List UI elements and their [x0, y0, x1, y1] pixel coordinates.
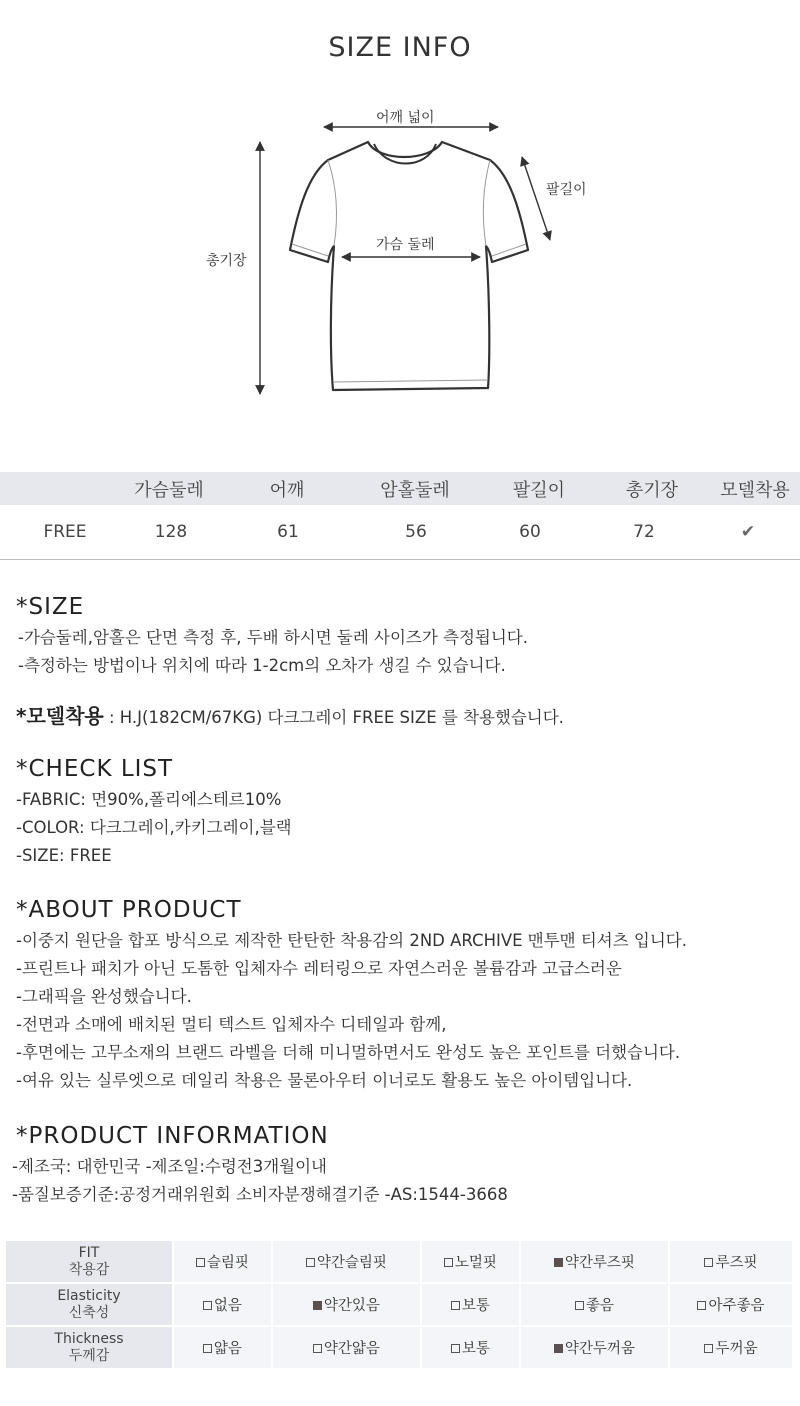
color-line [16, 814, 292, 842]
size-table-header [0, 472, 800, 505]
table-row [0, 505, 800, 560]
size-length-value: 72 [633, 522, 655, 542]
eval-option [421, 1326, 520, 1369]
eval-label-en: Thickness [54, 1330, 124, 1347]
eval-row [5, 1326, 793, 1369]
empty-box-icon [575, 1301, 584, 1310]
eval-label-en: FIT [78, 1244, 100, 1261]
eval-option-text: 약간있음 [323, 1298, 380, 1314]
eval-option [173, 1326, 272, 1369]
size-chest-value: 128 [154, 522, 188, 542]
eval-option [669, 1326, 793, 1369]
eval-row-label [5, 1283, 173, 1326]
about-line: -프린트나 패치가 아닌 도톰한 입체자수 레터링으로 자연스러운 볼륨감과 고급스러운 [16, 959, 622, 978]
checked-box-icon [554, 1258, 563, 1267]
size-value: FREE [69, 846, 112, 865]
empty-box-icon [451, 1301, 460, 1310]
eval-option [272, 1326, 421, 1369]
eval-option-text: 약간두꺼움 [564, 1341, 635, 1357]
eval-option-text: 약간슬림핏 [316, 1255, 387, 1271]
eval-label-ko: 착용감 [68, 1261, 110, 1278]
color-label: -COLOR: [16, 818, 90, 837]
product-info-heading: *PRODUCT INFORMATION [16, 1123, 329, 1149]
eval-option [173, 1283, 272, 1326]
about-line: -전면과 소매에 배치된 멀티 텍스트 입체자수 디테일과 함께, [16, 1015, 447, 1034]
empty-box-icon [451, 1344, 460, 1353]
size-armhole-value: 56 [405, 522, 427, 542]
color-value: 다크그레이,카키그레이,블랙 [89, 818, 292, 837]
eval-label-ko: 두께감 [68, 1347, 110, 1364]
size-table [0, 472, 800, 560]
empty-box-icon [704, 1344, 713, 1353]
checked-box-icon [313, 1301, 322, 1310]
eval-label-en: Elasticity [57, 1287, 121, 1304]
empty-box-icon [444, 1258, 453, 1267]
size-notes-section [16, 594, 528, 680]
eval-option-text: 보통 [461, 1341, 490, 1357]
tshirt-size-diagram [190, 100, 610, 410]
checked-box-icon [554, 1344, 563, 1353]
eval-option [421, 1240, 520, 1283]
tshirt-illustration [190, 100, 610, 410]
eval-option-text: 보통 [461, 1298, 490, 1314]
empty-box-icon [203, 1344, 212, 1353]
chest-label: 가슴 둘레 [376, 237, 435, 253]
product-evaluation-table [4, 1239, 794, 1370]
fabric-value: 면90%,폴리에스테르10% [91, 790, 282, 809]
empty-box-icon [313, 1344, 322, 1353]
model-check-icon: ✔ [740, 522, 756, 542]
empty-box-icon [196, 1258, 205, 1267]
size-header-sleeve: 팔길이 [512, 479, 566, 501]
eval-option-text: 아주좋음 [708, 1298, 765, 1314]
eval-option-text: 약간얇음 [323, 1341, 380, 1357]
about-line: -그래픽을 완성했습니다. [16, 987, 192, 1006]
eval-option-text: 노멀핏 [454, 1255, 497, 1271]
model-text: : H.J(182CM/67KG) 다크그레이 FREE SIZE 를 착용했습니다. [103, 708, 564, 727]
eval-option-text: 두꺼움 [715, 1341, 758, 1357]
total-length-label: 총기장 [206, 253, 247, 269]
eval-option-text: 슬림핏 [206, 1255, 249, 1271]
about-product-section [16, 897, 687, 1095]
eval-option [520, 1326, 669, 1369]
eval-option-text: 약간루즈핏 [564, 1255, 635, 1271]
eval-option [272, 1240, 421, 1283]
shoulder-width-label: 어깨 넓이 [376, 110, 435, 126]
size-shoulder-value: 61 [277, 522, 299, 542]
eval-option [520, 1240, 669, 1283]
eval-option [669, 1240, 793, 1283]
page-title: SIZE INFO [328, 32, 472, 63]
about-line: -이중지 원단을 합포 방식으로 제작한 탄탄한 착용감의 2ND ARCHIVE 맨투맨 티셔츠 입니다. [16, 931, 687, 950]
size-note: -측정하는 방법이나 위치에 따라 1-2cm의 오차가 생길 수 있습니다. [18, 656, 506, 675]
eval-label-ko: 신축성 [68, 1304, 110, 1321]
size-sleeve-value: 60 [519, 522, 541, 542]
about-line: -여유 있는 실루엣으로 데일리 착용은 물론아우터 이너로도 활용도 높은 아이템입니다. [16, 1071, 633, 1090]
about-line: -후면에는 고무소재의 브랜드 라벨을 더해 미니멀하면서도 완성도 높은 포인트를 더했습니다. [16, 1043, 681, 1062]
size-line [16, 842, 292, 870]
check-list-heading: *CHECK LIST [16, 756, 174, 782]
eval-option-text: 얇음 [213, 1341, 242, 1357]
eval-option-text: 없음 [213, 1298, 242, 1314]
about-heading: *ABOUT PRODUCT [16, 897, 242, 923]
empty-box-icon [704, 1258, 713, 1267]
size-note: -가슴둘레,암홀은 단면 측정 후, 두배 하시면 둘레 사이즈가 측정됩니다. [18, 628, 528, 647]
fabric-label: -FABRIC: [16, 790, 92, 809]
eval-option [272, 1283, 421, 1326]
size-header-chest: 가슴둘레 [134, 479, 204, 501]
size-label: -SIZE: [16, 846, 70, 865]
size-header-length: 총기장 [625, 479, 679, 501]
product-info-line: -제조국: 대한민국 -제조일:수령전3개월이내 [12, 1157, 327, 1176]
sleeve-length-label: 팔길이 [546, 182, 587, 198]
eval-option [421, 1283, 520, 1326]
size-name: FREE [43, 522, 87, 542]
eval-row-label [5, 1240, 173, 1283]
eval-option [520, 1283, 669, 1326]
product-info-line: -품질보증기준:공정거래위원회 소비자분쟁해결기준 -AS:1544-3668 [12, 1185, 508, 1204]
size-header-shoulder: 어깨 [269, 479, 305, 501]
size-heading: *SIZE [16, 594, 85, 620]
eval-option-text: 루즈핏 [715, 1255, 758, 1271]
model-wearing-section [16, 700, 564, 732]
model-label: *모델착용 [16, 704, 104, 728]
size-header-armhole: 암홀둘레 [380, 479, 450, 501]
empty-box-icon [203, 1301, 212, 1310]
size-header-model: 모델착용 [720, 479, 790, 501]
empty-box-icon [697, 1301, 706, 1310]
eval-row-label [5, 1326, 173, 1369]
product-information-section [12, 1123, 508, 1209]
eval-option [173, 1240, 272, 1283]
eval-row [5, 1283, 793, 1326]
empty-box-icon [306, 1258, 315, 1267]
eval-option [669, 1283, 793, 1326]
eval-option-text: 좋음 [585, 1298, 614, 1314]
fabric-line [16, 786, 292, 814]
eval-row [5, 1240, 793, 1283]
check-list-section [16, 756, 292, 870]
